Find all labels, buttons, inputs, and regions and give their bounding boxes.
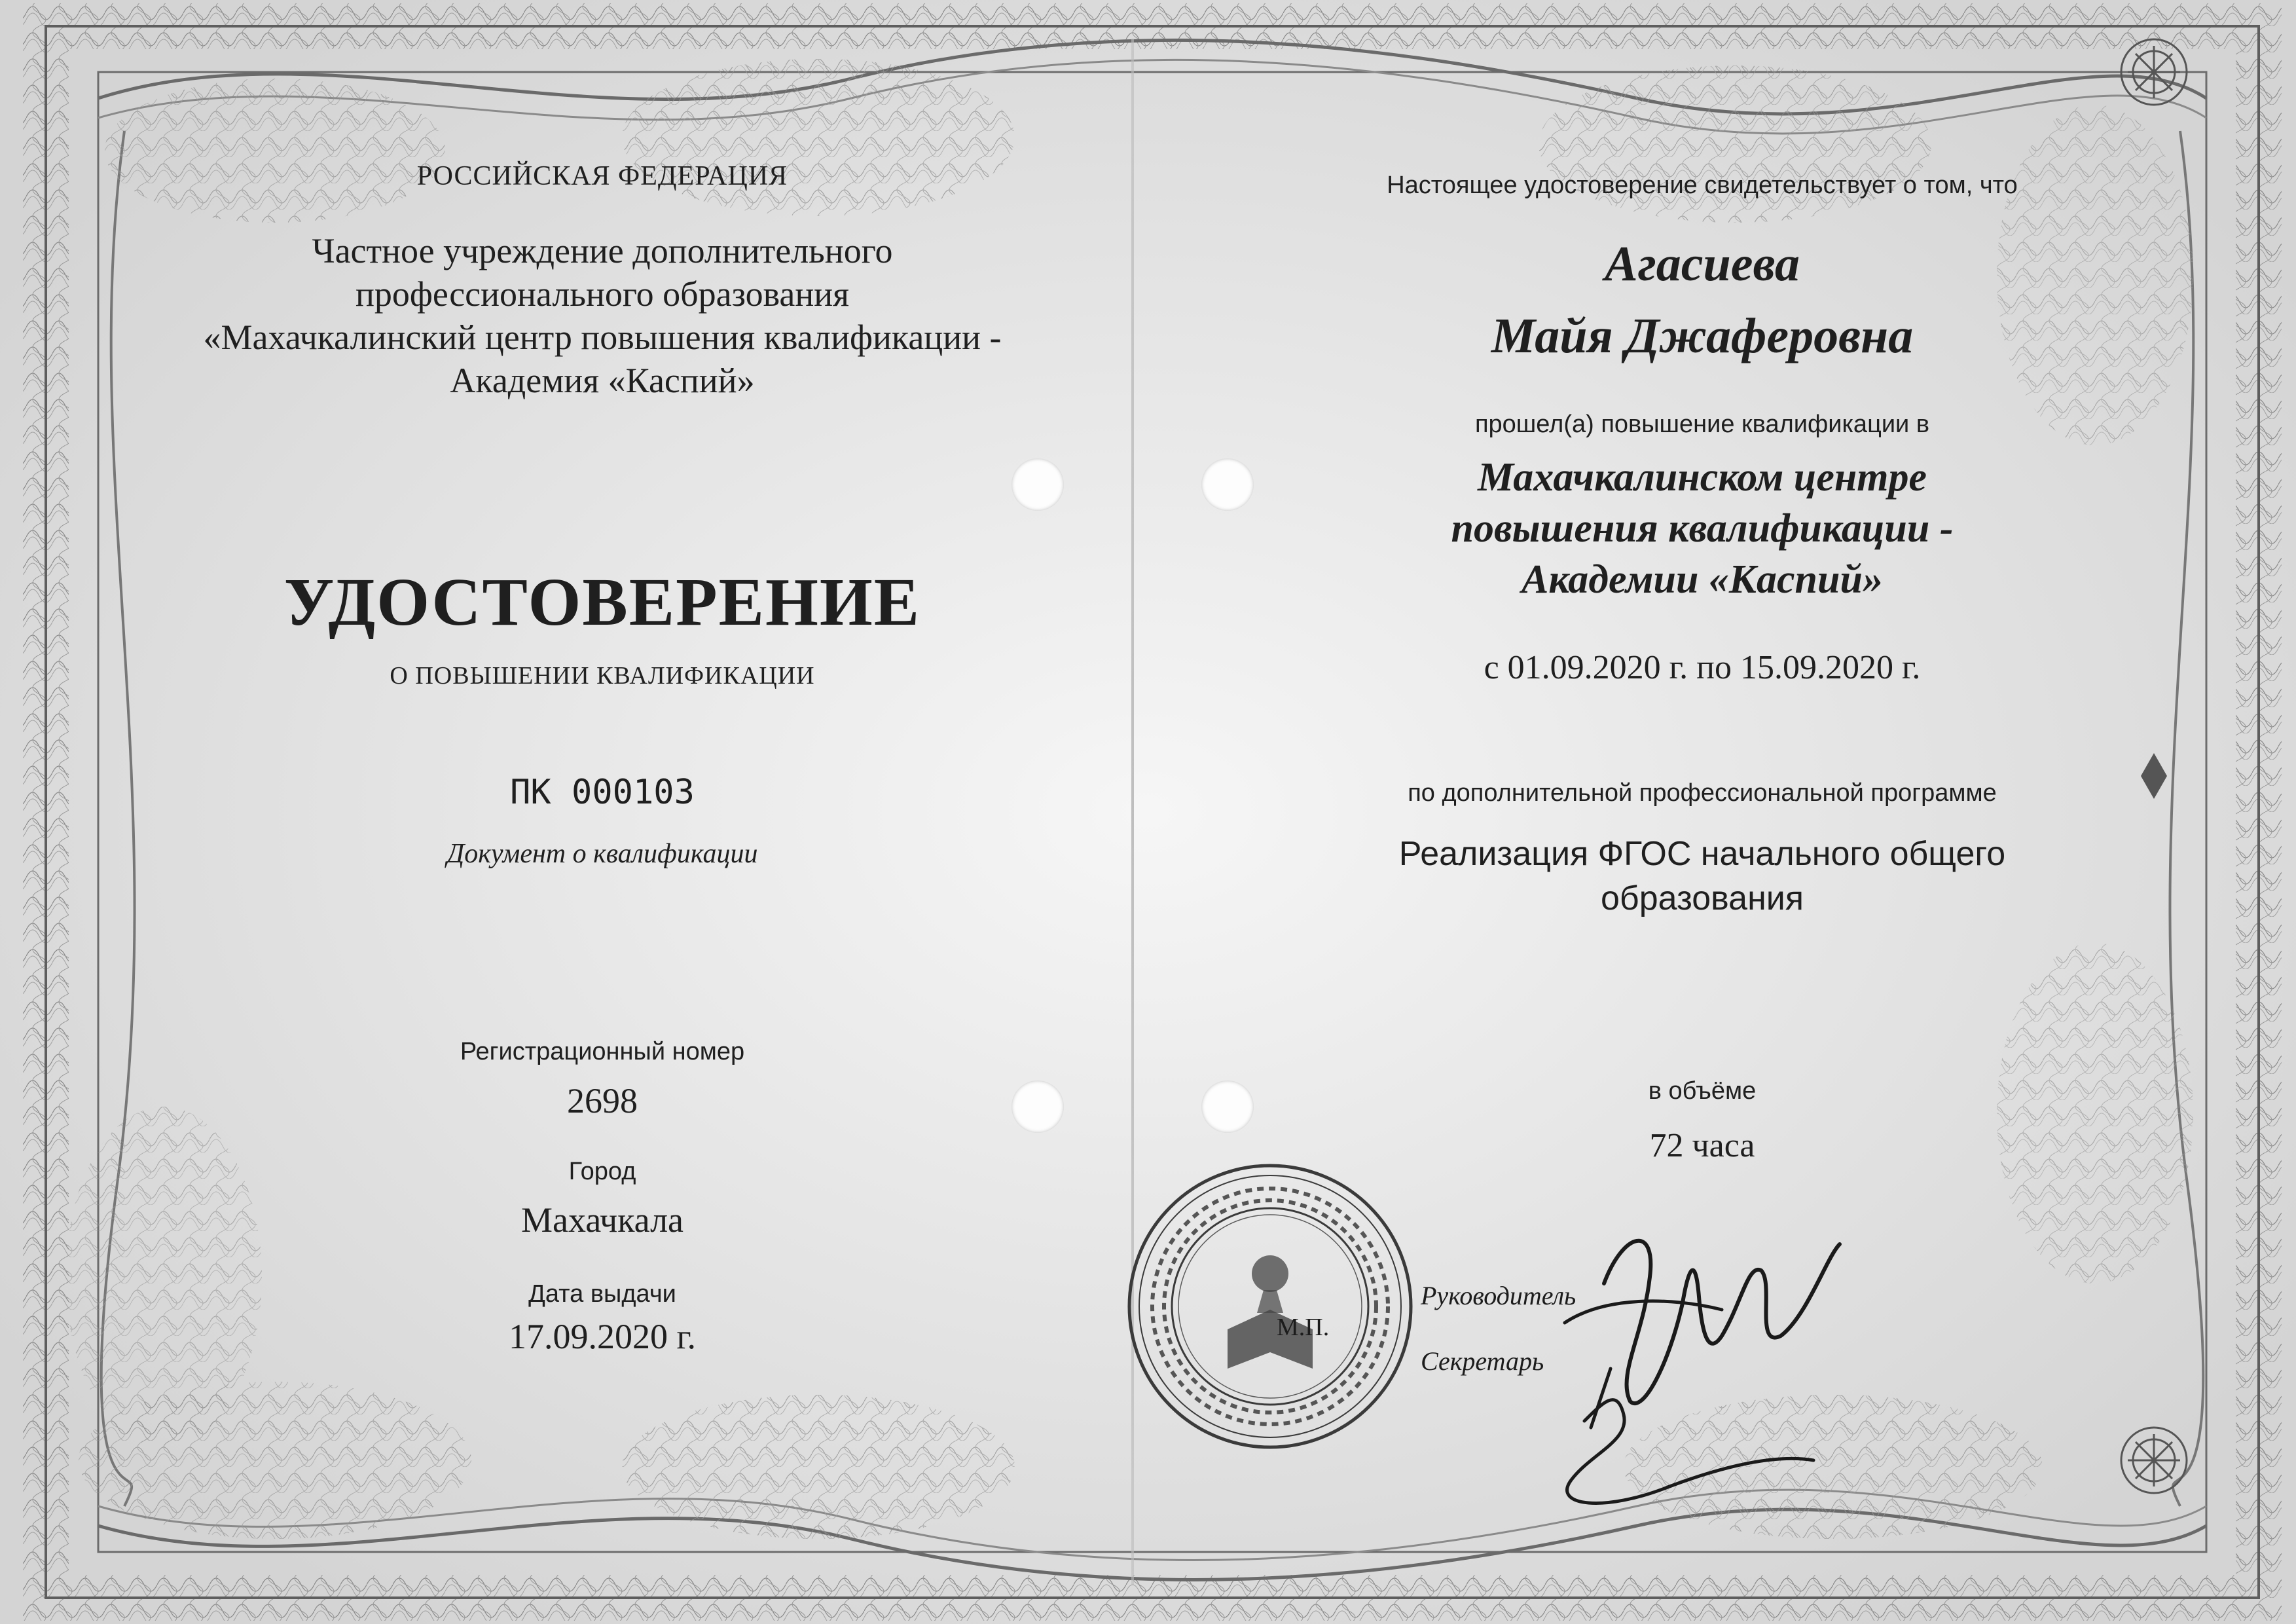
institution-line: профессионального образования (355, 274, 849, 314)
institution-line: «Махачкалинский центр повышения квалификации - (203, 318, 1002, 357)
institution-line: Частное учреждение дополнительного (312, 231, 893, 270)
document-title: УДОСТОВЕРЕНИЕ (283, 564, 921, 640)
city-value: Махачкала (520, 1200, 683, 1240)
passed-text: прошел(а) повышение квалификации в (1474, 411, 1930, 438)
program-label: по дополнительной профессиональной программе (1408, 779, 1997, 807)
seal-place-label: М.П. (1277, 1314, 1330, 1341)
intro-text: Настоящее удостоверение свидетельствует о том, что (1387, 172, 2018, 199)
document-type: Документ о квалификации (446, 839, 758, 869)
center-name-line: Махачкалинском центре (1477, 455, 1927, 500)
series-number: ПК 000103 (510, 773, 695, 812)
issue-date: 17.09.2020 г. (508, 1317, 697, 1356)
institution-line: Академия «Каспий» (450, 361, 755, 400)
center-name-line: повышения квалификации - (1451, 506, 1954, 551)
registration-label: Регистрационный номер (460, 1038, 745, 1065)
issue-date-label: Дата выдачи (528, 1280, 676, 1308)
holder-given-names: Майя Джаферовна (1491, 308, 1914, 363)
official-seal (1123, 1159, 1417, 1454)
training-period: с 01.09.2020 г. по 15.09.2020 г. (1484, 649, 1921, 686)
handwritten-signature (1525, 1205, 1918, 1532)
city-label: Город (568, 1158, 636, 1185)
country-name: РОССИЙСКАЯ ФЕДЕРАЦИЯ (416, 161, 788, 191)
program-name-line: Реализация ФГОС начального общего (1398, 835, 2006, 873)
center-name-line: Академии «Каспий» (1522, 557, 1883, 602)
document-subtitle: О ПОВЫШЕНИИ КВАЛИФИКАЦИИ (390, 662, 815, 690)
volume-value: 72 часа (1649, 1127, 1755, 1164)
director-role-label: Руководитель (1421, 1281, 1576, 1310)
registration-number: 2698 (567, 1081, 638, 1120)
program-name-line: образования (1600, 879, 1804, 917)
secretary-role-label: Секретарь (1421, 1346, 1544, 1376)
holder-surname: Агасиева (1605, 236, 1800, 291)
volume-label: в объёме (1648, 1077, 1757, 1105)
